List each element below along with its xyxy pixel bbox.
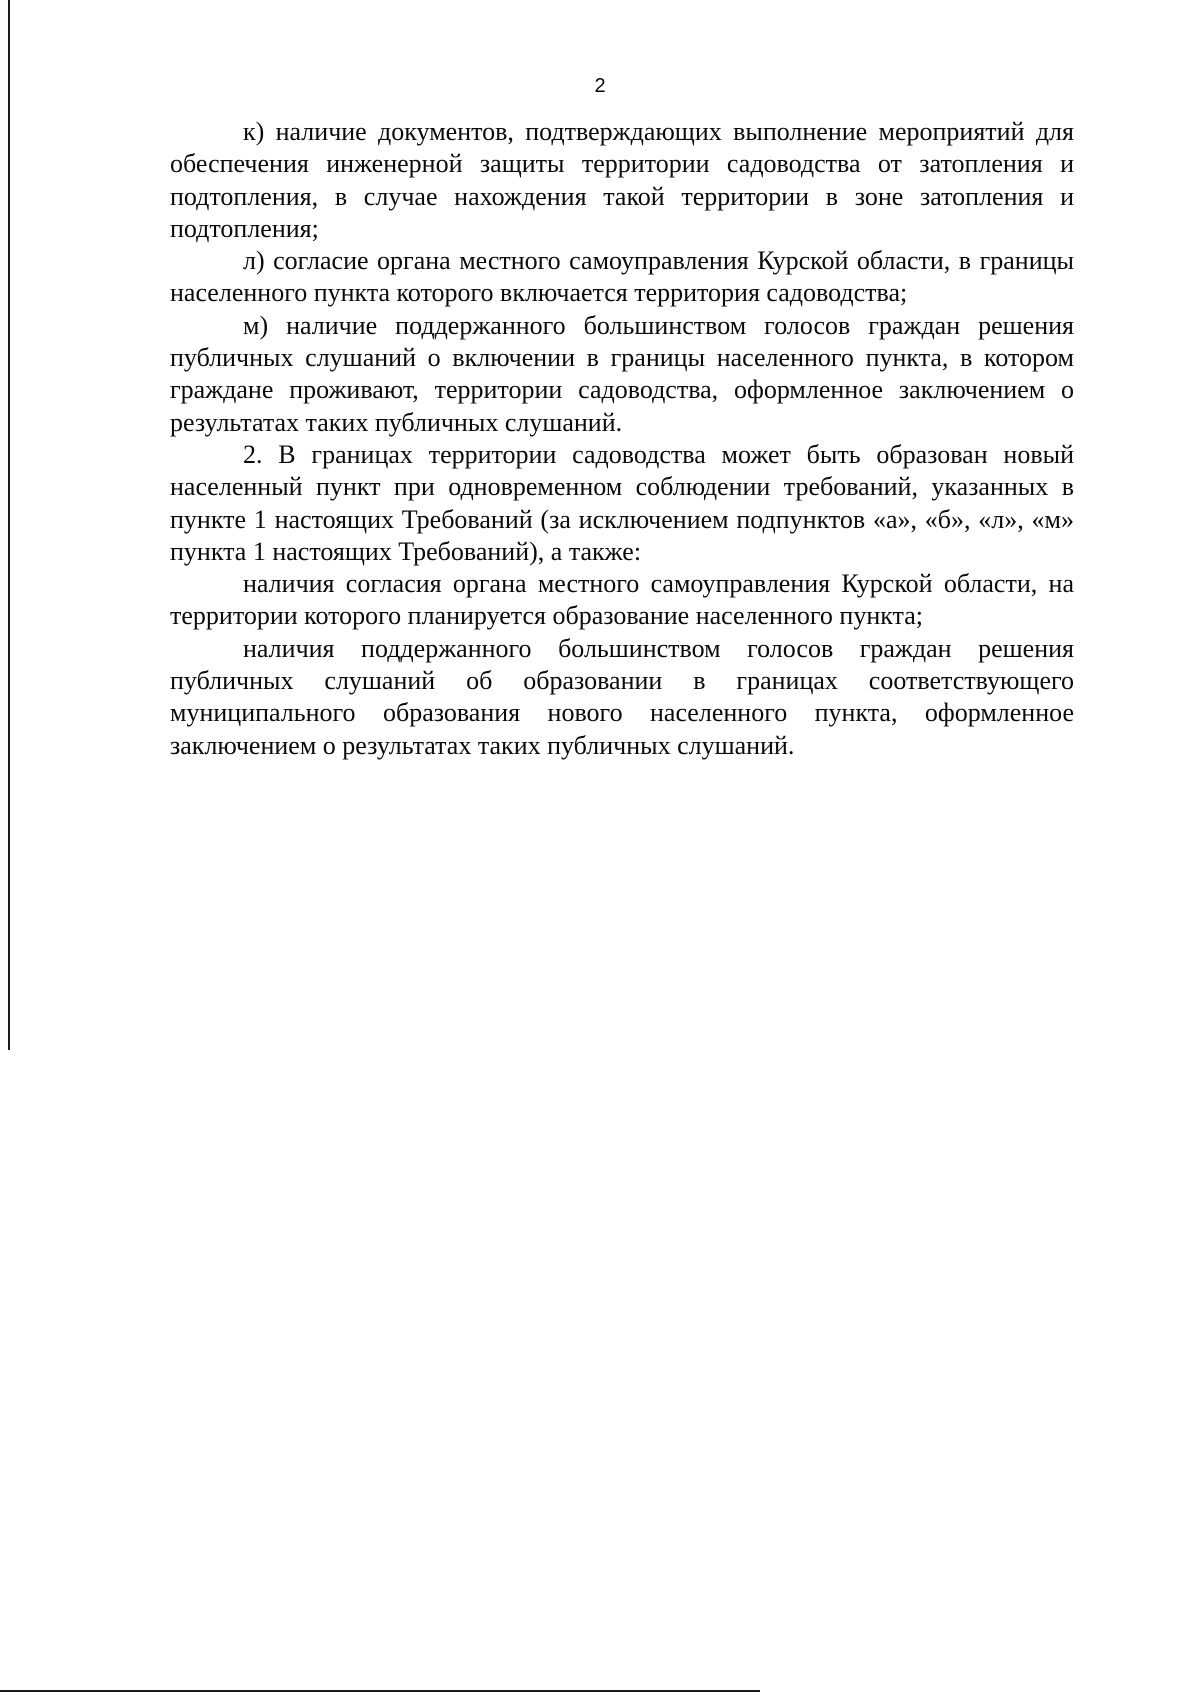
paragraph-item-m: м) наличие поддержанного большинством голосов граждан решения публичных слушаний о включении в границы населенного пункта, в котором граждане проживают, территории садоводства, оформленное заключением о результатах таких публичных слушаний. <box>170 310 1074 437</box>
paragraph-condition-consent: наличия согласия органа местного самоуправления Курской области, на территории которого планируется образование населенного пункта; <box>170 569 1074 631</box>
paragraph-item-k: к) наличие документов, подтверждающих выполнение мероприятий для обеспечения инженерной защиты территории садоводства от затопления и подтопления, в случае нахождения такой территории в зоне затопления и подтопления; <box>170 117 1074 243</box>
document-body <box>170 116 1074 762</box>
scan-border-bottom <box>0 1690 760 1692</box>
paragraph-clause-2: 2. В границах территории садоводства может быть образован новый населенный пункт при одновременном соблюдении требований, указанных в пункте 1 настоящих Требований (за исключением подпунктов «а», «б», «л», «м» пункта 1 настоящих Требований), а также: <box>170 439 1074 566</box>
paragraph-item-l: л) согласие органа местного самоуправления Курской области, в границы населенного пункта которого включается территория садоводства; <box>170 246 1074 308</box>
scan-border-left <box>8 0 10 1050</box>
page-number: 2 <box>594 75 606 97</box>
paragraph-condition-hearings: наличия поддержанного большинством голосов граждан решения публичных слушаний об образовании в границах соответствующего муниципального образования нового населенного пункта, оформленное заключением о результатах таких публичных слушаний. <box>170 633 1074 760</box>
